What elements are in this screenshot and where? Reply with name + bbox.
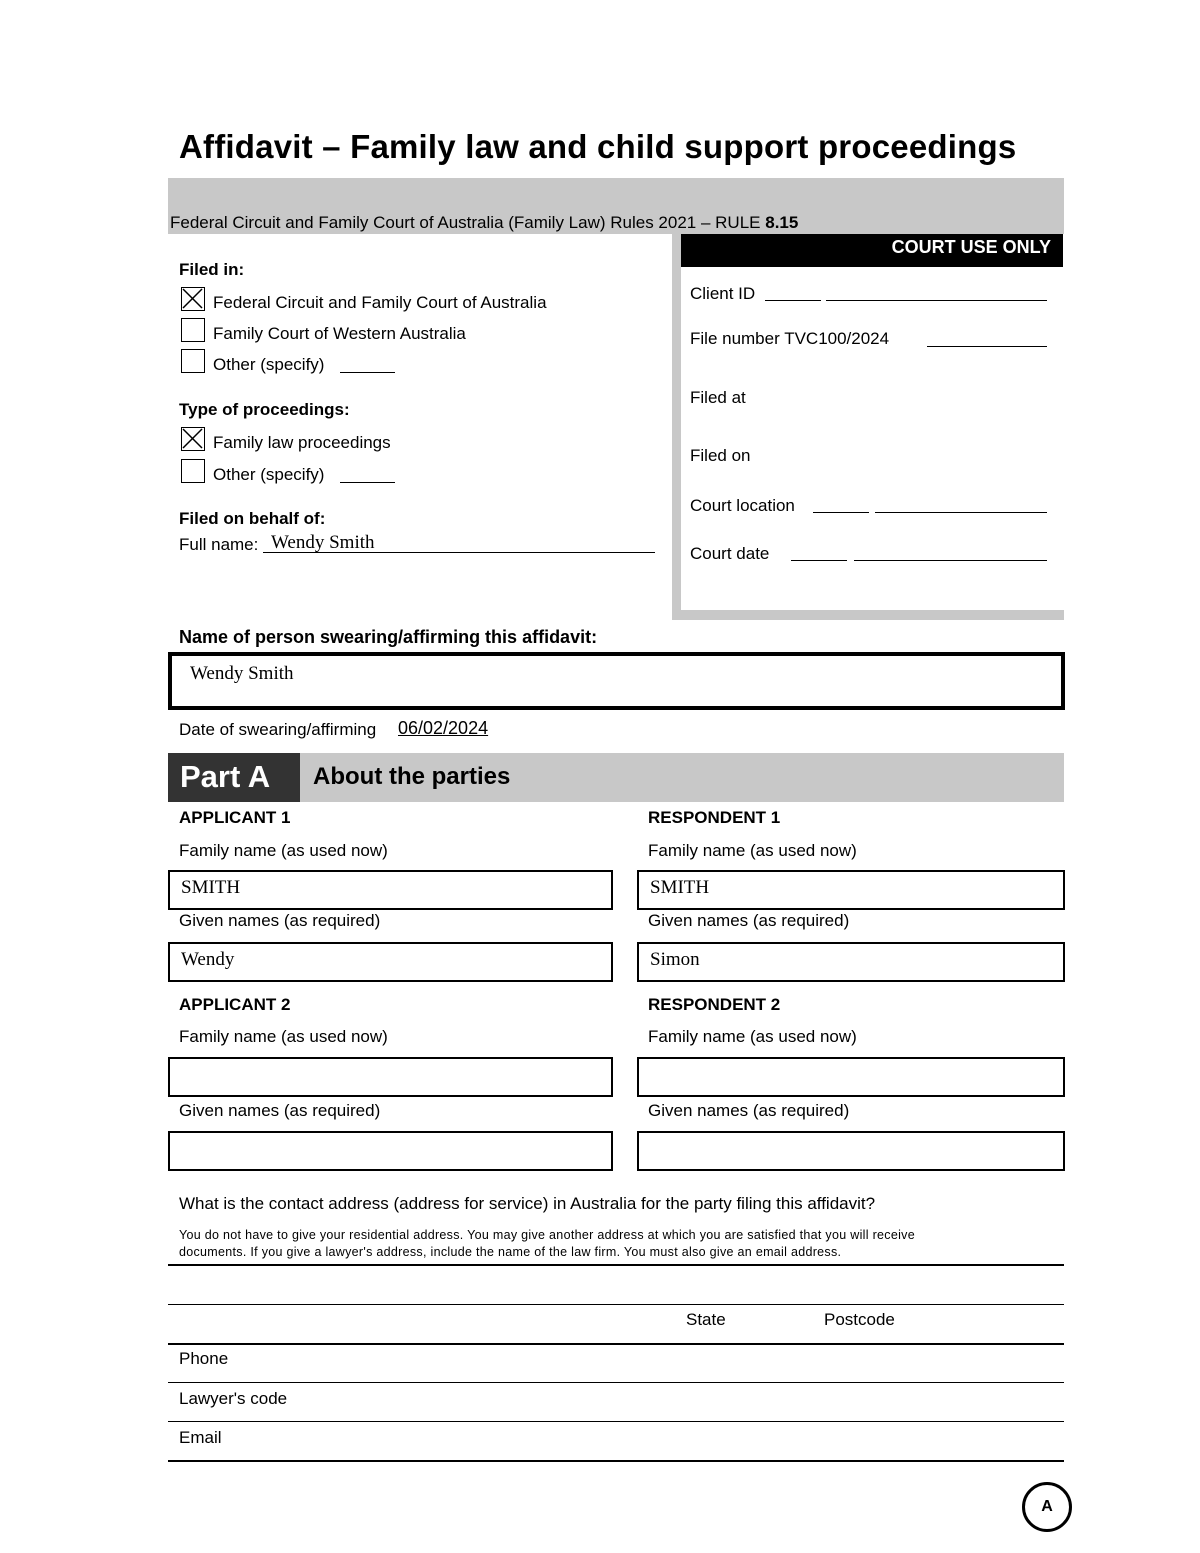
address-question: What is the contact address (address for service) in Australia for the party filing this affidavit? — [179, 1194, 876, 1213]
address-note-line-2: documents. If you give a lawyer's address, include the name of the law firm. You must also give an email address. — [179, 1245, 842, 1259]
applicant1-family-name-field[interactable] — [168, 870, 613, 910]
postcode-label: Postcode — [824, 1310, 895, 1329]
applicant2-given-names-label: Given names (as required) — [179, 1101, 381, 1120]
page-marker: A — [1022, 1482, 1072, 1532]
applicant2-family-name-label: Family name (as used now) — [179, 1027, 388, 1046]
applicant1-given-names-value: Wendy — [181, 949, 235, 970]
filed-in-other-line[interactable] — [340, 372, 395, 373]
respondent1-given-names-field[interactable] — [637, 942, 1065, 982]
address-line-1[interactable] — [168, 1304, 1064, 1305]
respondent1-given-names-label: Given names (as required) — [648, 911, 850, 930]
proceedings-option-2: Other (specify) — [213, 465, 325, 484]
address-note-line-1: You do not have to give your residential address. You may give another address at which you are satisfied that you will receive — [179, 1228, 915, 1242]
checkbox-filed-in-other[interactable] — [181, 349, 205, 373]
applicant1-family-name-label: Family name (as used now) — [179, 841, 388, 860]
address-note — [179, 1227, 915, 1261]
swearing-date-value[interactable]: 06/02/2024 — [398, 718, 489, 738]
swearing-heading: Name of person swearing/affirming this affidavit: — [179, 627, 598, 647]
full-name-label: Full name: — [179, 535, 259, 554]
rule-number: 8.15 — [765, 213, 799, 232]
behalf-heading: Filed on behalf of: — [179, 509, 326, 528]
rule-text: Federal Circuit and Family Court of Australia (Family Law) Rules 2021 – RULE — [170, 213, 761, 232]
proceedings-other-line[interactable] — [340, 482, 395, 483]
address-line-top — [168, 1264, 1064, 1266]
respondent2-family-name-label: Family name (as used now) — [648, 1027, 857, 1046]
checkbox-family-law-proceedings[interactable] — [181, 427, 205, 451]
respondent2-family-name-field[interactable] — [637, 1057, 1065, 1097]
file-number-value: TVC100/2024 — [784, 329, 890, 348]
swearing-name-field[interactable] — [168, 652, 1065, 710]
swearing-name-value: Wendy Smith — [190, 663, 294, 684]
respondent2-given-names-field[interactable] — [637, 1131, 1065, 1171]
applicant2-given-names-field[interactable] — [168, 1131, 613, 1171]
lawyer-code-line[interactable] — [168, 1421, 1064, 1422]
client-id-line-short[interactable] — [765, 300, 821, 301]
respondent1-family-name-label: Family name (as used now) — [648, 841, 857, 860]
checkbox-proceedings-other[interactable] — [181, 459, 205, 483]
filed-on-label: Filed on — [690, 446, 751, 465]
court-location-line-short[interactable] — [813, 512, 869, 513]
phone-line[interactable] — [168, 1382, 1064, 1383]
filed-in-option-1: Federal Circuit and Family Court of Australia — [213, 293, 547, 312]
applicant1-given-names-field[interactable] — [168, 942, 613, 982]
part-a-title: About the parties — [313, 763, 511, 790]
part-a-tag: Part A — [168, 753, 300, 802]
respondent2-heading: RESPONDENT 2 — [648, 995, 781, 1014]
client-id-label: Client ID — [690, 284, 756, 303]
filed-at-label: Filed at — [690, 388, 746, 407]
file-number-label: File number — [690, 329, 780, 348]
applicant1-given-names-label: Given names (as required) — [179, 911, 381, 930]
phone-label: Phone — [179, 1349, 229, 1368]
email-line[interactable] — [168, 1460, 1064, 1462]
respondent1-family-name-field[interactable] — [637, 870, 1065, 910]
applicant1-family-name-value: SMITH — [181, 877, 241, 898]
court-location-label: Court location — [690, 496, 795, 515]
court-location-line-long[interactable] — [875, 512, 1047, 513]
form-title: Affidavit – Family law and child support proceedings — [179, 128, 1017, 165]
swearing-date-label: Date of swearing/affirming — [179, 720, 377, 739]
court-date-line-short[interactable] — [791, 560, 847, 561]
checked-x-icon — [182, 288, 203, 309]
full-name-value: Wendy Smith — [271, 532, 375, 553]
proceedings-option-1: Family law proceedings — [213, 433, 391, 452]
checkbox-federal-circuit[interactable] — [181, 287, 205, 311]
checked-x-icon — [182, 428, 203, 449]
filed-in-heading: Filed in: — [179, 260, 245, 279]
file-number-row — [690, 329, 889, 349]
court-date-line-long[interactable] — [854, 560, 1047, 561]
applicant1-heading: APPLICANT 1 — [179, 808, 291, 827]
lawyer-code-label: Lawyer's code — [179, 1389, 288, 1408]
state-label: State — [686, 1310, 726, 1329]
proceedings-heading: Type of proceedings: — [179, 400, 350, 419]
respondent1-given-names-value: Simon — [650, 949, 700, 970]
applicant2-heading: APPLICANT 2 — [179, 995, 291, 1014]
email-label: Email — [179, 1428, 222, 1447]
respondent2-given-names-label: Given names (as required) — [648, 1101, 850, 1120]
rule-reference — [170, 213, 798, 233]
part-a-header — [168, 753, 1064, 802]
court-use-heading: COURT USE ONLY — [681, 234, 1063, 267]
respondent1-heading: RESPONDENT 1 — [648, 808, 781, 827]
filed-in-option-2: Family Court of Western Australia — [213, 324, 466, 343]
client-id-line-long[interactable] — [826, 300, 1047, 301]
file-number-line[interactable] — [927, 346, 1047, 347]
checkbox-family-court-wa[interactable] — [181, 318, 205, 342]
filed-in-option-3: Other (specify) — [213, 355, 325, 374]
respondent1-family-name-value: SMITH — [650, 877, 710, 898]
address-line-2[interactable] — [168, 1343, 1064, 1345]
applicant2-family-name-field[interactable] — [168, 1057, 613, 1097]
court-date-label: Court date — [690, 544, 770, 563]
